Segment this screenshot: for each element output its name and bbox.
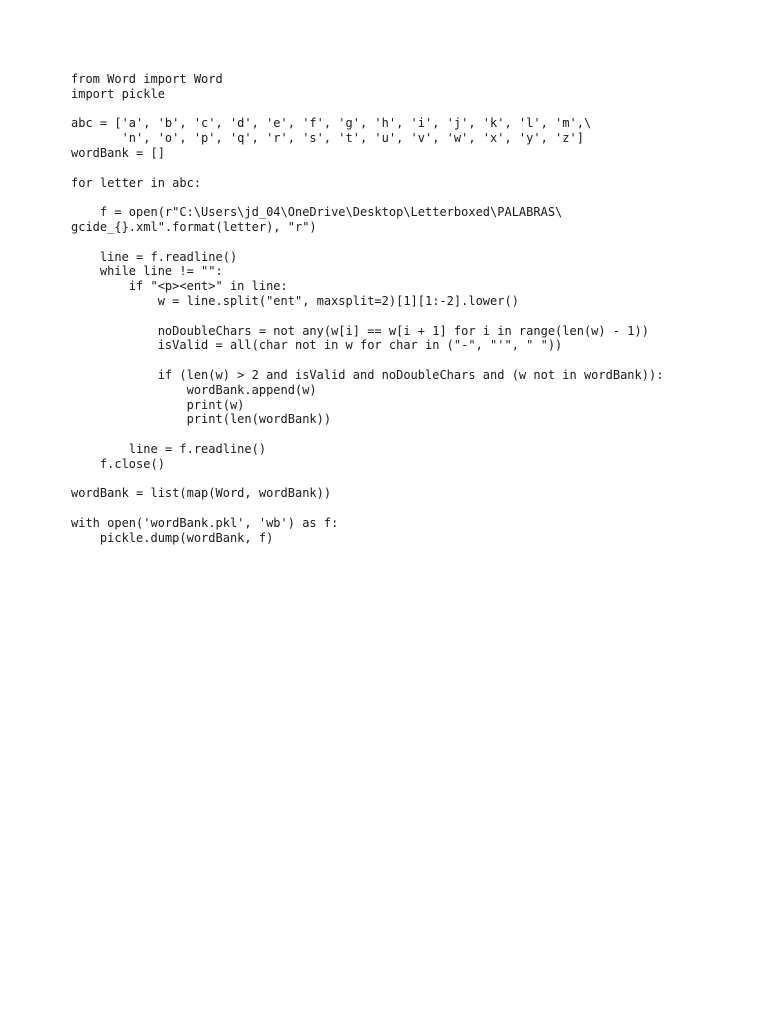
code-block bbox=[71, 72, 751, 546]
code-line: w = line.split("ent", maxsplit=2)[1][1:-2].lower() bbox=[71, 293, 519, 308]
code-line bbox=[71, 190, 751, 205]
code-line: gcide_{}.xml".format(letter), "r") bbox=[71, 219, 317, 234]
code-line bbox=[71, 235, 751, 250]
code-line bbox=[71, 161, 751, 176]
code-line bbox=[71, 427, 751, 442]
code-line: line = f.readline() bbox=[71, 249, 238, 264]
code-line bbox=[71, 472, 751, 487]
code-line bbox=[71, 501, 751, 516]
code-line: pickle.dump(wordBank, f) bbox=[71, 530, 274, 545]
code-line: wordBank.append(w) bbox=[71, 382, 317, 397]
code-line: from Word import Word bbox=[71, 72, 223, 86]
code-line: if (len(w) > 2 and isValid and noDoubleChars and (w not in wordBank)): bbox=[71, 367, 664, 382]
code-line: line = f.readline() bbox=[71, 441, 267, 456]
code-line: if "<p><ent>" in line: bbox=[71, 279, 288, 294]
code-line: import pickle bbox=[71, 86, 165, 101]
code-line: 'n', 'o', 'p', 'q', 'r', 's', 't', 'u', 'v', 'w', 'x', 'y', 'z'] bbox=[71, 131, 584, 146]
code-line: with open('wordBank.pkl', 'wb') as f: bbox=[71, 515, 339, 530]
code-line bbox=[71, 102, 751, 117]
code-line: f.close() bbox=[71, 456, 165, 471]
code-line bbox=[71, 353, 751, 368]
code-line bbox=[71, 309, 751, 324]
code-line: noDoubleChars = not any(w[i] == w[i + 1] for i in range(len(w) - 1)) bbox=[71, 323, 649, 338]
code-line: print(w) bbox=[71, 397, 245, 412]
code-line: while line != "": bbox=[71, 264, 223, 279]
code-line: wordBank = list(map(Word, wordBank)) bbox=[71, 486, 332, 501]
code-line: f = open(r"C:\Users\jd_04\OneDrive\Desktop\Letterboxed\PALABRAS\ bbox=[71, 205, 563, 220]
code-line: for letter in abc: bbox=[71, 175, 202, 190]
code-line: print(len(wordBank)) bbox=[71, 412, 332, 427]
code-line: wordBank = [] bbox=[71, 145, 165, 160]
code-line: abc = ['a', 'b', 'c', 'd', 'e', 'f', 'g', 'h', 'i', 'j', 'k', 'l', 'm',\ bbox=[71, 116, 592, 131]
code-line: isValid = all(char not in w for char in ("-", "'", " ")) bbox=[71, 338, 563, 353]
